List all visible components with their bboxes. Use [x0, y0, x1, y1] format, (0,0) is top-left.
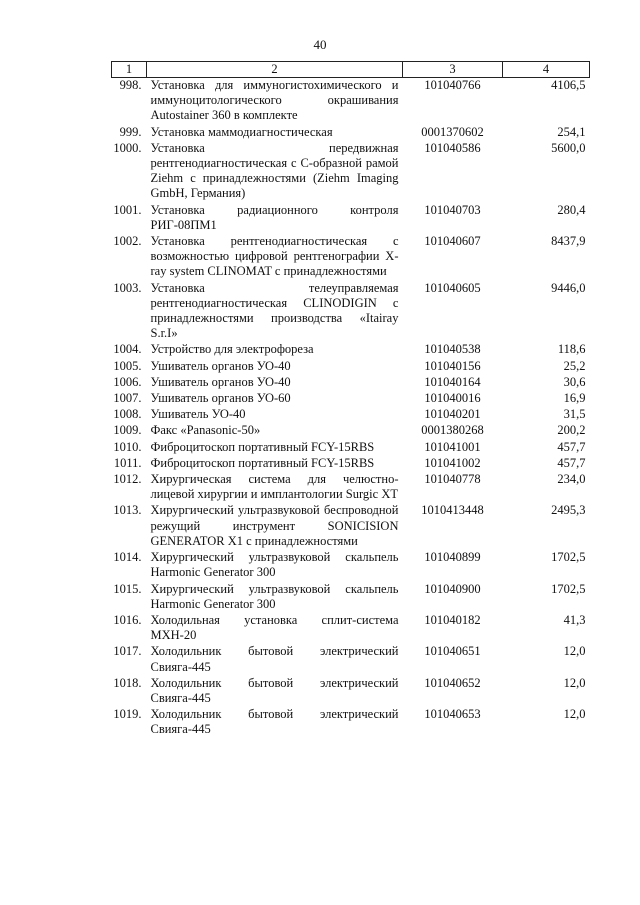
table-body	[112, 78, 590, 739]
row-number: 1014.	[113, 550, 142, 565]
table-row	[112, 342, 590, 358]
table-row	[112, 503, 590, 550]
inventory-code: 101040605	[424, 280, 481, 295]
row-number: 1010.	[113, 439, 142, 454]
item-name: Установка передвижная рентгенодиагностическая с С-образной рамой Ziehm с принадлежностями (Ziehm Imaging GmbH, Германия)	[150, 140, 399, 201]
column-header-number: 1	[112, 62, 147, 78]
column-header-value: 4	[503, 62, 590, 78]
item-name: Холодильник бытовой электрический Свияга-445	[150, 675, 399, 705]
table-row	[112, 281, 590, 343]
table-row	[112, 676, 590, 707]
item-value: 12,0	[563, 675, 586, 690]
inventory-code: 101040607	[424, 234, 481, 249]
row-number: 1006.	[113, 374, 142, 389]
item-name: Хирургический ультразвуковой беспроводной режущий инструмент SONICISION GENERATOR X1 с принадлежностями	[150, 503, 399, 548]
item-name: Ушиватель органов УО-60	[150, 391, 291, 406]
table-row	[112, 456, 590, 472]
table-row	[112, 550, 590, 581]
row-number: 1007.	[113, 391, 142, 406]
item-value: 234,0	[557, 472, 586, 487]
row-number: 999.	[119, 124, 142, 139]
item-value: 200,2	[557, 423, 586, 438]
item-value: 8437,9	[551, 234, 586, 249]
column-header-name: 2	[147, 62, 403, 78]
table-row	[112, 582, 590, 613]
item-value: 457,7	[557, 439, 586, 454]
inventory-code: 101041002	[424, 455, 481, 470]
table-row	[112, 234, 590, 281]
item-name: Фиброцитоскоп портативный FCY-15RBS	[150, 455, 375, 470]
page-number: 40	[313, 37, 327, 52]
table-header-row	[112, 62, 590, 78]
inventory-code: 101040703	[424, 202, 481, 217]
table-row	[112, 125, 590, 141]
row-number: 1001.	[113, 202, 142, 217]
inventory-code: 101040016	[424, 391, 481, 406]
item-name: Установка маммодиагностическая	[150, 124, 333, 139]
item-value: 1702,5	[551, 581, 586, 596]
table-row	[112, 644, 590, 675]
item-name: Хирургический ультразвуковой скальпель Harmonic Generator 300	[150, 550, 399, 580]
inventory-code: 101040653	[424, 707, 481, 722]
item-value: 25,2	[563, 358, 586, 373]
row-number: 1012.	[113, 472, 142, 487]
item-value: 118,6	[557, 342, 586, 357]
row-number: 1004.	[113, 342, 142, 357]
inventory-code: 101040766	[424, 78, 481, 92]
table-row	[112, 707, 590, 738]
item-name: Установка телеуправляемая рентгенодиагностическая CLINODIGIN с принадлежностями производства «Itairay S.r.I»	[150, 280, 399, 341]
inventory-code: 101040156	[424, 358, 481, 373]
table-row	[112, 359, 590, 375]
item-value: 9446,0	[551, 280, 586, 295]
item-name: Хирургический ультразвуковой скальпель Harmonic Generator 300	[150, 581, 399, 611]
table-row	[112, 78, 590, 125]
item-name: Холодильник бытовой электрический Свияга-445	[150, 707, 399, 737]
item-name: Ушиватель органов УО-40	[150, 374, 291, 389]
inventory-code: 101040778	[424, 472, 481, 487]
item-value: 280,4	[557, 202, 586, 217]
inventory-code: 101040652	[424, 675, 481, 690]
row-number: 998.	[119, 78, 142, 92]
table-row	[112, 613, 590, 644]
item-value: 254,1	[557, 124, 586, 139]
row-number: 1015.	[113, 581, 142, 596]
item-name: Холодильник бытовой электрический Свияга-445	[150, 644, 399, 674]
row-number: 1011.	[113, 455, 142, 470]
equipment-table	[111, 61, 590, 739]
table-row	[112, 203, 590, 234]
row-number: 1016.	[113, 612, 142, 627]
inventory-code: 101040164	[424, 374, 481, 389]
inventory-code: 101040899	[424, 550, 481, 565]
item-value: 30,6	[563, 374, 586, 389]
item-name: Установка для иммуногистохимического и иммуноцитологического окрашивания Autostainer 360 в комплекте	[150, 78, 399, 123]
item-name: Устройство для электрофореза	[150, 342, 314, 357]
table-row	[112, 423, 590, 439]
inventory-code: 0001380268	[421, 423, 484, 438]
inventory-code: 101040900	[424, 581, 481, 596]
item-value: 16,9	[563, 391, 586, 406]
table-row	[112, 375, 590, 391]
row-number: 1008.	[113, 407, 142, 422]
table-row	[112, 440, 590, 456]
row-number: 1018.	[113, 675, 142, 690]
inventory-code: 101041001	[424, 439, 481, 454]
item-name: Установка рентгенодиагностическая с возможностью цифровой рентгенографии X-ray system CLINOMAT с принадлежностями	[150, 234, 399, 279]
table-row	[112, 407, 590, 423]
item-name: Холодильная установка сплит-система МХН-20	[150, 612, 399, 643]
item-value: 12,0	[563, 644, 586, 659]
item-value: 4106,5	[551, 78, 586, 92]
item-value: 41,3	[563, 612, 586, 627]
item-value: 457,7	[557, 455, 586, 470]
item-value: 5600,0	[551, 140, 586, 155]
item-value: 31,5	[563, 407, 586, 422]
inventory-code: 101040201	[424, 407, 481, 422]
item-value: 12,0	[563, 707, 586, 722]
row-number: 1002.	[113, 234, 142, 249]
row-number: 1017.	[113, 644, 142, 659]
item-value: 2495,3	[551, 503, 586, 518]
item-name: Факс «Panasonic-50»	[150, 423, 261, 438]
inventory-code: 101040538	[424, 342, 481, 357]
item-name: Установка радиационного контроля РИГ-08ПМ1	[150, 202, 399, 232]
table-row	[112, 391, 590, 407]
row-number: 1005.	[113, 358, 142, 373]
column-header-code: 3	[403, 62, 503, 78]
row-number: 1019.	[113, 707, 142, 722]
item-value: 1702,5	[551, 550, 586, 565]
inventory-code: 101040182	[424, 612, 481, 627]
inventory-code: 101040651	[424, 644, 481, 659]
item-name: Ушиватель УО-40	[150, 407, 246, 422]
item-name: Ушиватель органов УО-40	[150, 358, 291, 373]
table-row	[112, 472, 590, 503]
row-number: 1013.	[113, 503, 142, 518]
inventory-code: 101040586	[424, 140, 481, 155]
inventory-code: 0001370602	[421, 124, 484, 139]
item-name: Хирургическая система для челюстно-лицевой хирургии и имплантологии Surgic XT	[150, 472, 399, 502]
item-name: Фиброцитоскоп портативный FCY-15RBS	[150, 439, 375, 454]
inventory-code: 1010413448	[421, 503, 484, 518]
row-number: 1009.	[113, 423, 142, 438]
row-number: 1000.	[113, 140, 142, 155]
row-number: 1003.	[113, 280, 142, 295]
table-row	[112, 141, 590, 203]
